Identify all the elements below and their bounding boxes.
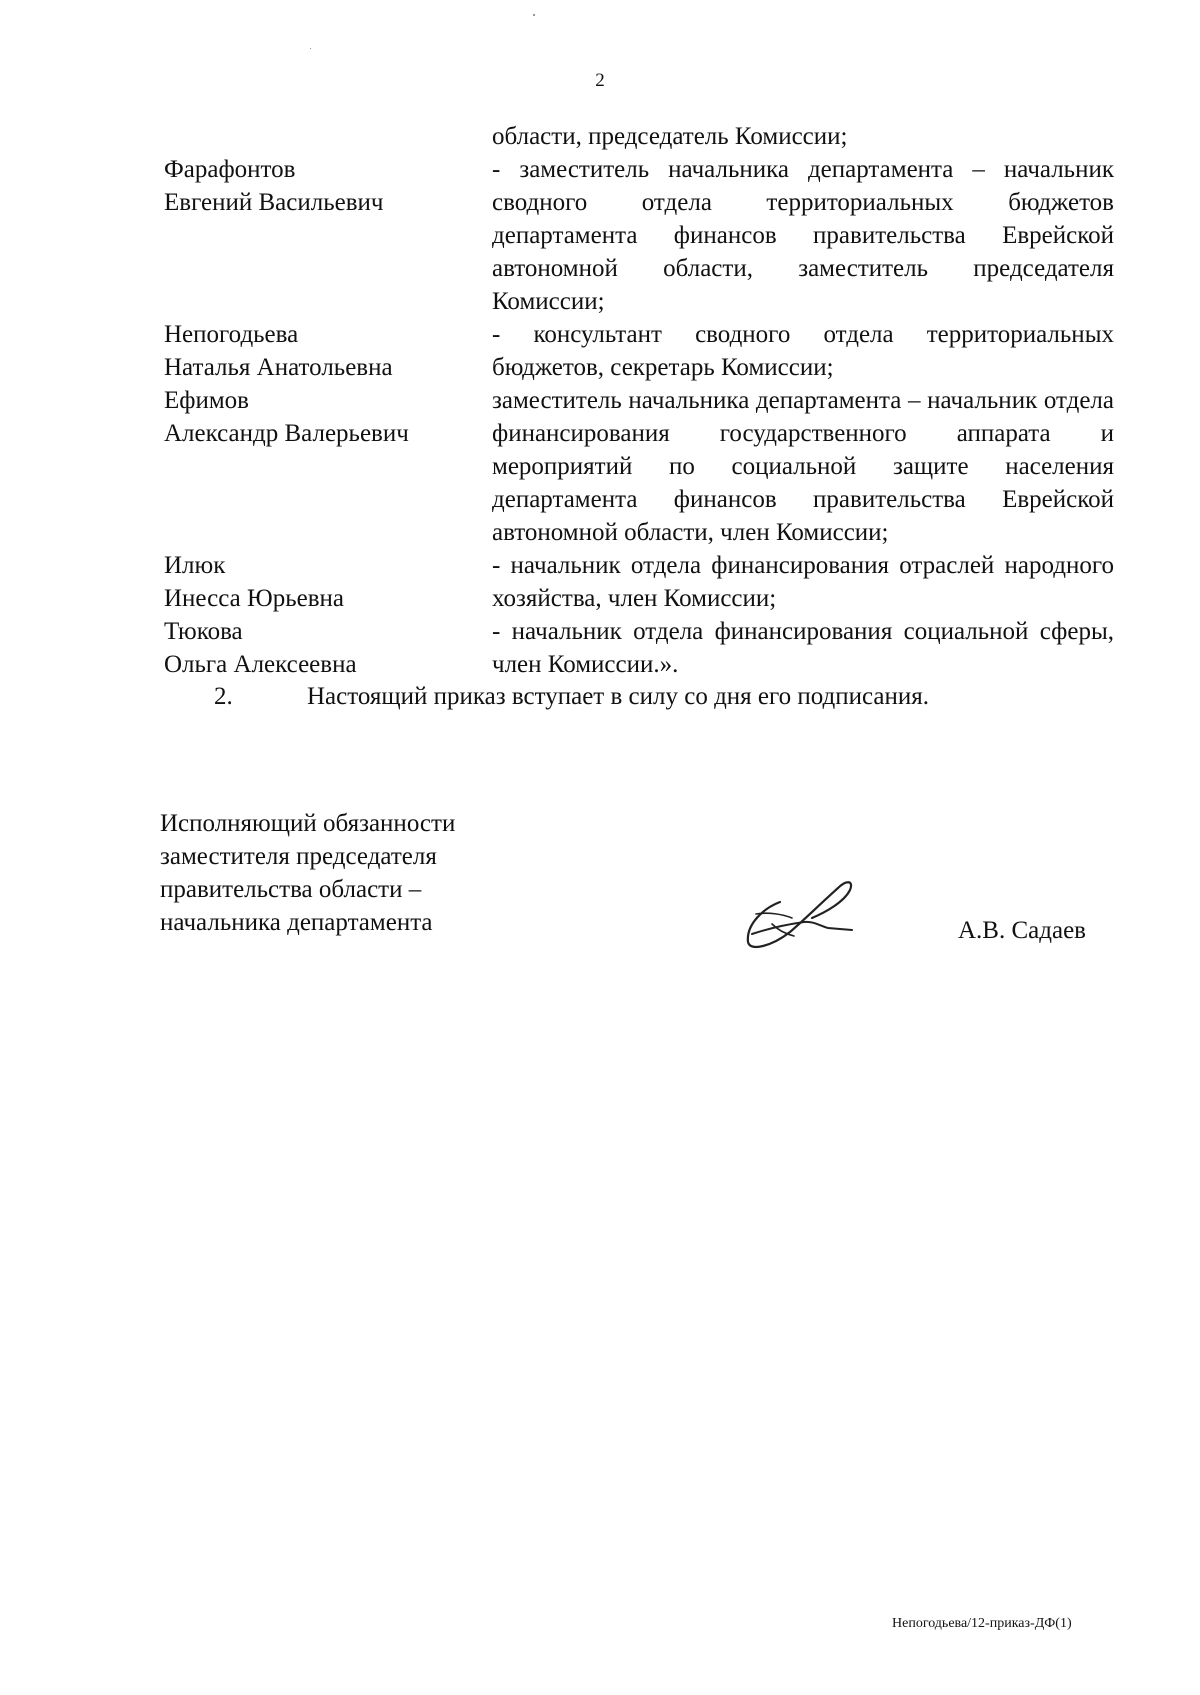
member-name xyxy=(164,318,484,384)
position-line: правительства области – xyxy=(160,876,422,903)
member-surname: Илюк xyxy=(164,552,226,579)
member-row xyxy=(0,318,1200,384)
commission-members xyxy=(0,120,1200,681)
member-row xyxy=(0,120,1200,153)
member-surname: Фарафонтов xyxy=(164,156,296,183)
clause-number: 2. xyxy=(214,683,233,710)
member-row xyxy=(0,384,1200,549)
page-number: 2 xyxy=(595,70,605,91)
member-name xyxy=(164,615,484,681)
member-description: - консультант сводного отдела территориальных бюджетов, секретарь Комиссии; xyxy=(492,321,1114,381)
member-row xyxy=(0,549,1200,615)
position-line: Исполняющий обязанности xyxy=(160,810,456,837)
scan-speck xyxy=(310,48,311,49)
member-given-names: Инесса Юрьевна xyxy=(164,585,344,612)
member-given-names: Наталья Анатольевна xyxy=(164,354,393,381)
signatory-position xyxy=(160,807,540,939)
member-description: - начальник отдела финансирования социальной сферы, член Комиссии.». xyxy=(492,618,1114,678)
handwritten-signature xyxy=(742,874,862,954)
member-description: - заместитель начальника департамента – начальник сводного отдела территориальных бюджетов департамента финансов правительства Еврейской автономной области, заместитель председателя Комиссии; xyxy=(492,156,1114,315)
member-name xyxy=(164,549,484,615)
member-given-names: Евгений Васильевич xyxy=(164,189,384,216)
member-row xyxy=(0,615,1200,681)
signer-name: А.В. Садаев xyxy=(958,917,1086,944)
member-name xyxy=(164,153,484,219)
member-description: заместитель начальника департамента – начальник отдела финансирования государственного аппарата и мероприятий по социальной защите населения департамента финансов правительства Еврейской автономной области, член Комиссии; xyxy=(492,387,1114,546)
member-name xyxy=(164,384,484,450)
position-line: заместителя председателя xyxy=(160,843,437,870)
member-surname: Тюкова xyxy=(164,618,243,645)
position-line: начальника департамента xyxy=(160,909,433,936)
member-surname: Непогодьева xyxy=(164,321,299,348)
clause-text: Настоящий приказ вступает в силу со дня его подписания. xyxy=(307,683,930,710)
member-description: области, председатель Комиссии; xyxy=(492,123,848,150)
member-given-names: Александр Валерьевич xyxy=(164,420,409,447)
member-row xyxy=(0,153,1200,318)
scan-speck xyxy=(533,14,535,16)
member-description: - начальник отдела финансирования отраслей народного хозяйства, член Комиссии; xyxy=(492,552,1114,612)
member-given-names: Ольга Алексеевна xyxy=(164,651,357,678)
document-footer: Непогодьева/12-приказ-ДФ(1) xyxy=(892,1616,1072,1631)
member-surname: Ефимов xyxy=(164,387,249,414)
